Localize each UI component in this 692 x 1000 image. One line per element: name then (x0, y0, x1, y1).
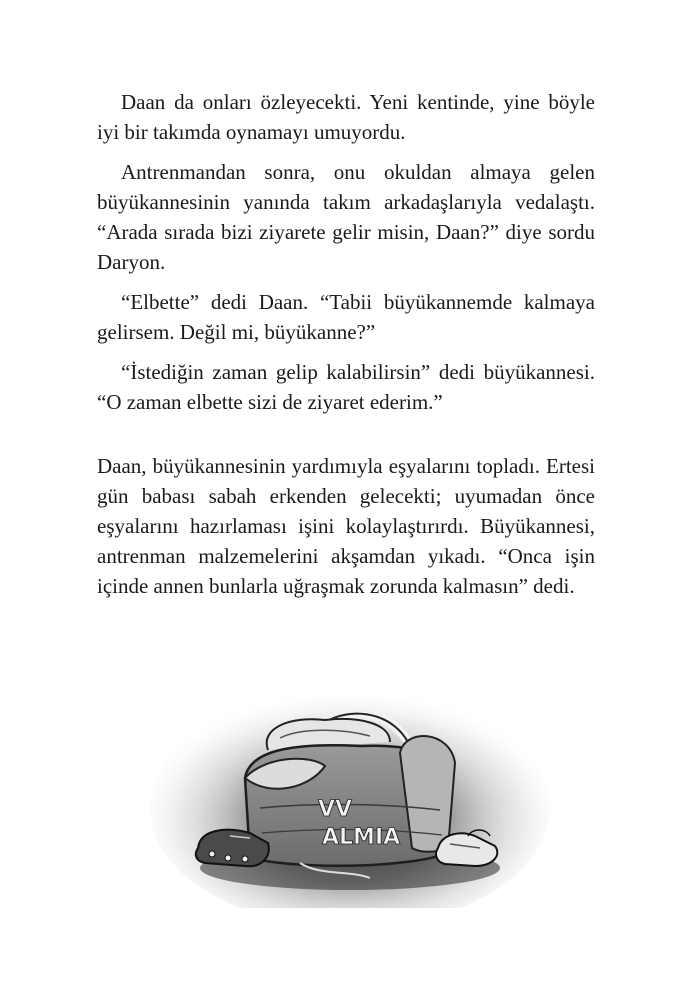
paragraph: “İstediğin zaman gelip kalabilirsin” dedi büyükannesi. “O zaman elbette sizi de ziyaret ederim.” (97, 360, 595, 414)
bag-text-vv: VV (318, 797, 353, 822)
paragraph: Daan da onları özleyecekti. Yeni kentinde, yine böyle iyi bir takımda oynamayı umuyordu. (97, 90, 595, 144)
paragraph: “Elbette” dedi Daan. “Tabii büyükannemde kalmaya gelirsem. Değil mi, büyükanne?” (97, 290, 595, 344)
paragraph: Daan, büyükannesinin yardımıyla eşyalarını topladı. Ertesi gün babası sabah erkenden gelecekti; uyumadan önce eşyalarını hazırlaması işini kolaylaştırırdı. Büyükannesi, antrenman malzemelerini akşamdan yıkadı. “Onca işin içinde annen bunlarla uğraşmak zorunda kalmasın” dedi. (97, 454, 595, 598)
sports-bag-illustration (150, 658, 550, 908)
bag-text-almia: ALMIA (322, 825, 401, 850)
text-section-1 (97, 87, 595, 427)
text-section-2 (97, 451, 595, 611)
paragraph: Antrenmandan sonra, onu okuldan almaya gelen büyükannesinin yanında takım arkadaşlarıyla vedalaştı. “Arada sırada bizi ziyarete gelir misin, Daan?” diye sordu Daryon. (97, 160, 595, 274)
